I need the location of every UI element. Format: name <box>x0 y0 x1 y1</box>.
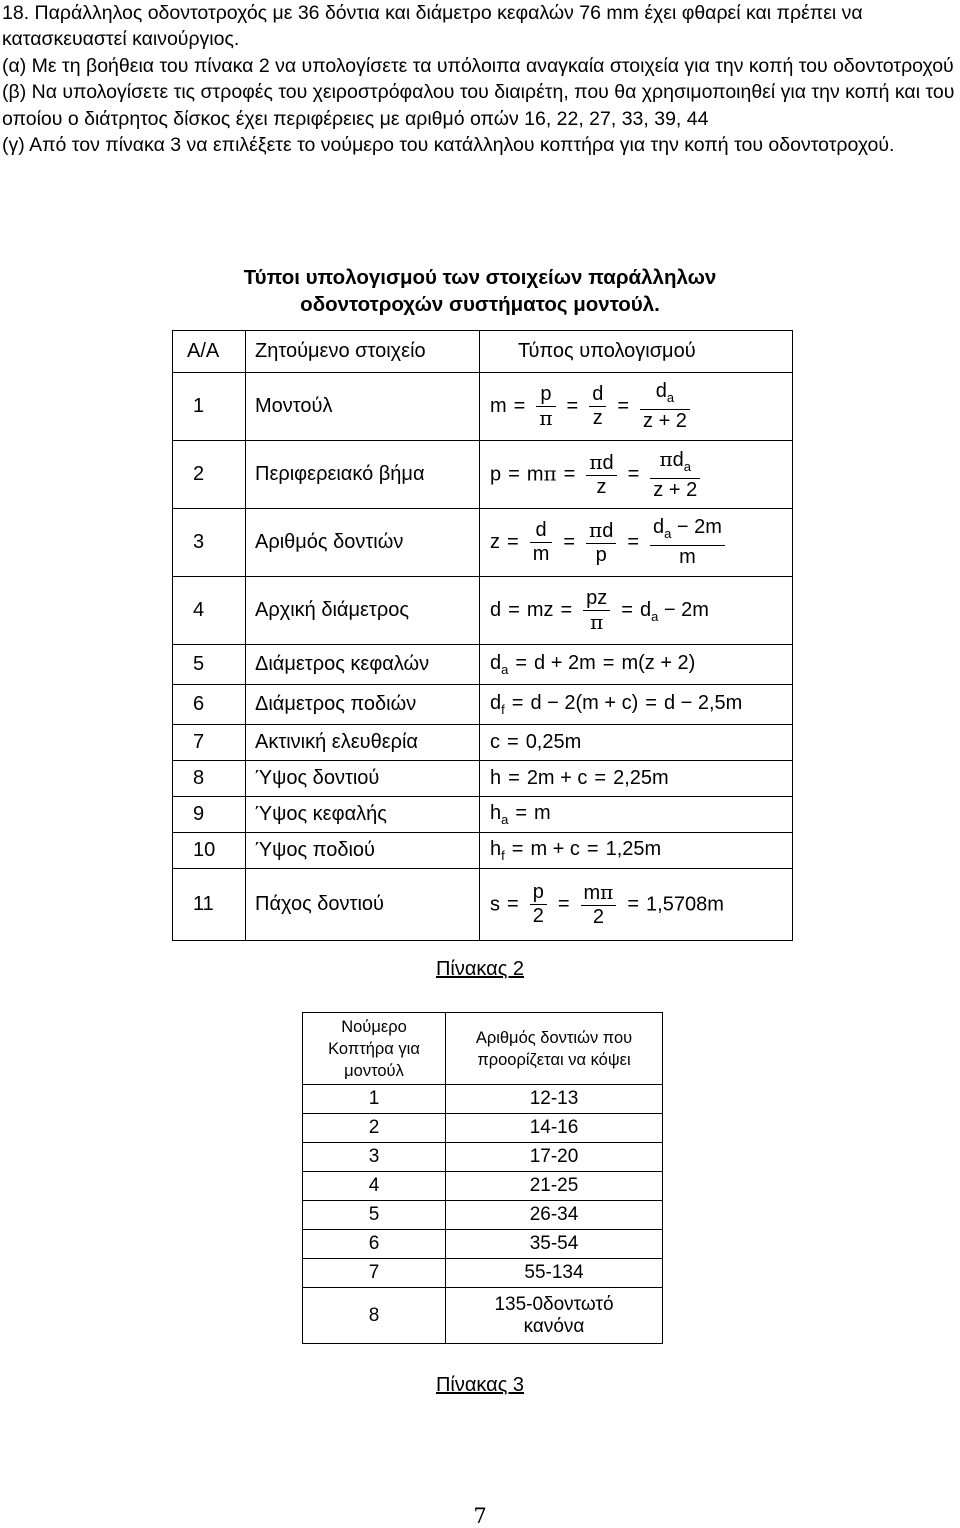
row-name: Διάμετρος ποδιών <box>246 685 480 725</box>
table-row <box>173 645 793 685</box>
row-num: 9 <box>173 797 246 833</box>
table-row <box>173 833 793 869</box>
table-row <box>173 577 793 645</box>
row-num: 1 <box>173 373 246 441</box>
problem-text <box>2 0 957 158</box>
table2-title-line1: Τύποι υπολογισμού των στοιχείων παράλληλων <box>243 266 717 289</box>
row-num: 10 <box>173 833 246 869</box>
table2-caption-text: Πίνακας 2 <box>435 958 525 980</box>
row-name: Ακτινική ελευθερία <box>246 725 480 761</box>
header-formula: Τύπος υπολογισμού <box>480 331 793 373</box>
cutter-number: 8 <box>303 1288 446 1344</box>
table-row <box>173 869 793 941</box>
table-row <box>303 1085 663 1114</box>
formula-clearance: c = 0,25m <box>480 725 793 761</box>
row-num: 6 <box>173 685 246 725</box>
cutter-number: 3 <box>303 1143 446 1172</box>
problem-statement: 18. Παράλληλος οδοντοτροχός με 36 δόντια και διάμετρο κεφαλών 76 mm έχει φθαρεί και πρέπει να κατασκευαστεί καινούργιος. <box>2 2 863 51</box>
formula-pitch: p = mπ = $\frac{\pi d}{z}$ = $\frac{\pi d_a}{z + 2}$ <box>480 441 793 509</box>
formula-table <box>172 330 793 941</box>
teeth-range: 21-25 <box>446 1172 663 1201</box>
formula-teeth: z = $\frac{d}{m}$ = $\frac{\pi d}{p}$ = $\frac{d_a - 2m}{m}$ <box>480 509 793 577</box>
header-teeth-range: Αριθμός δοντιών που προορίζεται να κόψει <box>446 1013 663 1085</box>
cutter-number: 5 <box>303 1201 446 1230</box>
cutter-number: 2 <box>303 1114 446 1143</box>
cutter-number: 7 <box>303 1259 446 1288</box>
header-aa: Α/Α <box>173 331 246 373</box>
cutter-table <box>302 1012 663 1344</box>
cutter-number: 4 <box>303 1172 446 1201</box>
page-number: 7 <box>473 1504 487 1528</box>
table-row <box>173 725 793 761</box>
table-row <box>173 761 793 797</box>
table-row <box>303 1288 663 1344</box>
h-value: 2,25m <box>613 767 669 789</box>
hf-value: 1,25m <box>605 838 662 860</box>
row-num: 5 <box>173 645 246 685</box>
teeth-range: 55-134 <box>446 1259 663 1288</box>
table2-caption <box>0 958 960 981</box>
problem-part-a: (α) Με τη βοήθεια του πίνακα 2 να υπολογίσετε τα υπόλοιπα αναγκαία στοιχεία για την κοπή του οδοντοτροχού <box>2 54 954 77</box>
row-num: 3 <box>173 509 246 577</box>
row-name: Ύψος κεφαλής <box>246 797 480 833</box>
row-num: 2 <box>173 441 246 509</box>
formula-dedendum: $h_f = m + c = 1,25m$ <box>480 833 793 869</box>
table2-title-line2: οδοντοτροχών συστήματος μοντούλ. <box>300 293 660 316</box>
row-num: 7 <box>173 725 246 761</box>
table-row <box>303 1201 663 1230</box>
row-num: 4 <box>173 577 246 645</box>
table-row <box>303 1230 663 1259</box>
table-header-row <box>173 331 793 373</box>
table2-title <box>0 264 960 318</box>
table-row <box>173 441 793 509</box>
cutter-number: 6 <box>303 1230 446 1259</box>
header-cutter-number: Νούμερο Κοπτήρα για μοντούλ <box>303 1013 446 1085</box>
row-num: 11 <box>173 869 246 941</box>
formula-tip-diameter: $d_a = d + 2m = m(z + 2)$ <box>480 645 793 685</box>
row-name: Ύψος ποδιού <box>246 833 480 869</box>
s-value: 1,5708m <box>646 892 724 915</box>
teeth-range: 14-16 <box>446 1114 663 1143</box>
formula-tooth-height: h = 2m + c = 2,25m <box>480 761 793 797</box>
teeth-range: 35-54 <box>446 1230 663 1259</box>
cutter-number: 1 <box>303 1085 446 1114</box>
df-value: 2,5m <box>697 692 743 714</box>
row-name: Αρχική διάμετρος <box>246 577 480 645</box>
teeth-range: 26-34 <box>446 1201 663 1230</box>
problem-part-c: (γ) Από τον πίνακα 3 να επιλέξετε το νούμερο του κατάλληλου κοπτήρα για την κοπή του οδοντοτροχού. <box>2 134 895 157</box>
row-name: Περιφερειακό βήμα <box>246 441 480 509</box>
formula-root-diameter: $d_f = d - 2(m + c) = d - 2,5m$ <box>480 685 793 725</box>
teeth-range: 135-0δοντωτό κανόνα <box>446 1288 663 1344</box>
row-name: Ύψος δοντιού <box>246 761 480 797</box>
table-row <box>303 1143 663 1172</box>
row-num: 8 <box>173 761 246 797</box>
table-row <box>303 1114 663 1143</box>
table-row <box>173 797 793 833</box>
teeth-range: 17-20 <box>446 1143 663 1172</box>
c-value: 0,25m <box>525 731 582 753</box>
formula-tooth-thickness: s = $\frac{p}{2}$ = $\frac{m\pi}{2}$ = 1,5708m <box>480 869 793 941</box>
row-name: Μοντούλ <box>246 373 480 441</box>
formula-module: m = $\frac{p}{\pi}$ = $\frac{d}{z}$ = $\frac{d_a}{z + 2}$ <box>480 373 793 441</box>
table-header-row <box>303 1013 663 1085</box>
table-row <box>303 1172 663 1201</box>
row-name: Διάμετρος κεφαλών <box>246 645 480 685</box>
row-name: Αριθμός δοντιών <box>246 509 480 577</box>
table-row <box>303 1259 663 1288</box>
formula-addendum: $h_a = m$ <box>480 797 793 833</box>
row-name: Πάχος δοντιού <box>246 869 480 941</box>
header-element: Ζητούμενο στοιχείο <box>246 331 480 373</box>
table-row <box>173 373 793 441</box>
table-row <box>173 685 793 725</box>
formula-pitch-diameter: d = mz = $\frac{pz}{\pi}$ = $d_a - 2m$ <box>480 577 793 645</box>
problem-part-b: (β) Να υπολογίσετε τις στροφές του χειροστρόφαλου του διαιρέτη, που θα χρησιμοποιηθεί για την κοπή και του οποίου ο διάτρητος δίσκος έχει περιφέρειες με αριθμό οπών 16, 22, 27, 33, 39, 44 <box>2 81 955 130</box>
table3-caption-text: Πίνακας 3 <box>435 1374 525 1396</box>
table-row <box>173 509 793 577</box>
table3-caption <box>0 1374 960 1397</box>
teeth-range: 12-13 <box>446 1085 663 1114</box>
